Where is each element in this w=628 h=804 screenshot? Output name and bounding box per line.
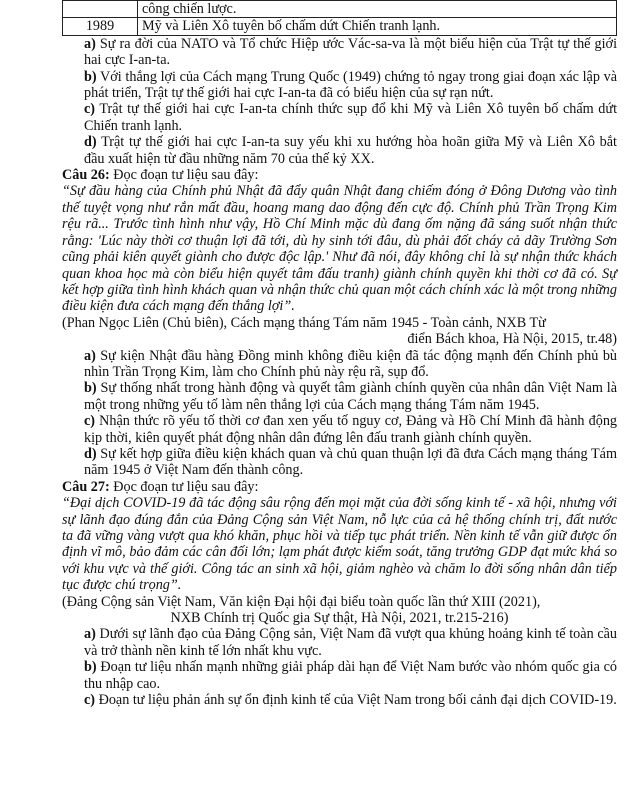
table-cell-event: công chiến lược. [138, 1, 617, 18]
question-prompt: Đọc đoạn tư liệu sau đây: [109, 167, 259, 184]
option-label: a) [84, 626, 96, 643]
q27-source-line1: (Đảng Cộng sản Việt Nam, Văn kiện Đại hội đại biểu toàn quốc lần thứ XIII (2021), [62, 593, 541, 610]
q27-option-b [84, 659, 617, 692]
q25-option-d [84, 134, 617, 167]
option-text: Sự thống nhất trong hành động và quyết tâm giành chính quyền của nhân dân Việt Nam là một trong những yếu tố làm nên thắng lợi của Cách mạng tháng Tám năm 1945. [84, 380, 617, 413]
question-prompt: Đọc đoạn tư liệu sau đây: [109, 478, 259, 495]
option-text: Sự ra đời của NATO và Tổ chức Hiệp ước Vác-sa-va là một biểu hiện của Trật tự thế giới hai cực I-an-ta. [84, 35, 618, 69]
option-text: Sự kết hợp giữa điều kiện khách quan và chủ quan thuận lợi đã đưa Cách mạng tháng Tám năm 1945 ở Việt Nam đến thành công. [84, 445, 617, 479]
option-text: Sự kiện Nhật đầu hàng Đồng minh không điều kiện đã tác động mạnh đến Chính phủ bù nhìn Trần Trọng Kim, làm cho Chính phủ này rệu rã, sụp đổ. [84, 347, 618, 380]
q26-option-c [84, 413, 617, 446]
q25-option-b [84, 69, 617, 102]
q26-heading [62, 167, 617, 183]
q26-option-d [84, 446, 617, 479]
q25-option-c [84, 101, 617, 134]
q26-option-a [84, 348, 617, 381]
timeline-table [62, 0, 617, 36]
q27-option-c [84, 692, 617, 708]
option-label: d) [84, 445, 97, 462]
q27-quote: “Đại dịch COVID-19 đã tác động sâu rộng đến mọi mặt của đời sống kinh tế - xã hội, nhưng với sự lãnh đạo đúng đắn của Đảng Cộng sản Việt Nam, nỗ lực của cả hệ thống chính trị, đất nước ta đã vững vàng vượt qua khó khăn, phục hồi và tiếp tục phát triển. Nền kinh tế vẫn giữ được ổn định vĩ mô, bảo đảm các cân đối lớn; lạm phát được kiểm soát, tăng trưởng GDP đạt mức khá so với khu vực và thế giới. Công tác an sinh xã hội, giảm nghèo và chăm lo đời sống nhân dân tiếp tục được chú trọng”. [62, 495, 617, 594]
q27-option-a [84, 626, 617, 659]
option-text: Với thắng lợi của Cách mạng Trung Quốc (1949) chứng tỏ ngay trong giai đoạn xác lập và phát triển, Trật tự thế giới hai cực I-an-ta đã có biểu hiện của sự rạn nứt. [84, 68, 617, 102]
option-label: b) [84, 659, 97, 676]
option-label: d) [84, 134, 97, 151]
option-text: Nhận thức rõ yếu tố thời cơ đan xen yếu tố nguy cơ, Đảng và Hồ Chí Minh đã hành động kịp thời, kiên quyết phát động nhân dân đứng lên đấu tranh giành chính quyền. [84, 413, 618, 446]
option-label: c) [84, 692, 96, 709]
option-label: a) [84, 347, 96, 364]
q26-quote: “Sự đầu hàng của Chính phủ Nhật đã đẩy quân Nhật đang chiếm đóng ở Đông Dương vào tình thế tuyệt vọng như rắn mất đầu, hoang mang dao động đến cực độ. Chính phủ Trần Trọng Kim rệu rã... Trước tình hình như vậy, Hồ Chí Minh mặc dù đang ốm nặng đã sáng suốt nhận thức rằng: 'Lúc này thời cơ thuận lợi đã tới, dù hy sinh tới đâu, dù phải đốt cháy cả dãy Trường Sơn cũng phải kiên quyết giành cho được độc lập.' Như đã nói, đây không chỉ là sự nhận thức khách quan khoa học mà còn biểu hiện quyết tâm đấu tranh) giành chính quyền khi thời cơ đã có. Sự kết hợp giữa tình hình khách quan và nhận thức chủ quan một cách chính xác là một trong những điều kiện đưa cách mạng đến thắng lợi”. [62, 183, 617, 315]
q27-source-line2: NXB Chính trị Quốc gia Sự thật, Hà Nội, 2021, tr.215-216) [170, 610, 509, 627]
question-label: Câu 27: [62, 478, 110, 495]
option-label: b) [84, 68, 97, 85]
option-text: Đoạn tư liệu nhấn mạnh những giải pháp dài hạn để Việt Nam bước vào nhóm quốc gia có thu nhập cao. [84, 659, 617, 692]
table-cell-year [63, 1, 138, 18]
option-label: c) [84, 101, 96, 118]
q25-option-a [84, 36, 617, 69]
table-cell-year: 1989 [63, 18, 138, 35]
option-text: Dưới sự lãnh đạo của Đảng Cộng sản, Việt Nam đã vượt qua khủng hoảng kinh tế toàn cầu và trở thành nền kinh tế lớn nhất khu vực. [84, 626, 618, 659]
table-cell-event: Mỹ và Liên Xô tuyên bố chấm dứt Chiến tranh lạnh. [138, 18, 617, 35]
option-text: Trật tự thế giới hai cực I-an-ta chính thức sụp đổ khi Mỹ và Liên Xô tuyên bố chấm dứt Chiến tranh lạnh. [84, 101, 618, 134]
question-label: Câu 26: [62, 167, 110, 184]
q26-option-b [84, 380, 617, 413]
table-row [63, 18, 617, 35]
option-label: c) [84, 413, 96, 430]
option-text: Đoạn tư liệu phản ánh sự ổn định kinh tế của Việt Nam trong bối cảnh đại dịch COVID-19. [98, 692, 617, 709]
option-label: b) [84, 380, 97, 397]
q26-source-line1: (Phan Ngọc Liên (Chủ biên), Cách mạng tháng Tám năm 1945 - Toàn cảnh, NXB Từ [62, 314, 546, 331]
q26-source-line2: điển Bách khoa, Hà Nội, 2015, tr.48) [407, 331, 617, 348]
option-label: a) [84, 35, 96, 52]
table-row [63, 1, 617, 18]
q27-heading [62, 479, 617, 495]
option-text: Trật tự thế giới hai cực I-an-ta suy yếu khi xu hướng hòa hoãn giữa Mỹ và Liên Xô bắt đầu xuất hiện từ đầu những năm 70 của thế kỷ XX. [84, 134, 617, 167]
document-page [62, 0, 617, 708]
